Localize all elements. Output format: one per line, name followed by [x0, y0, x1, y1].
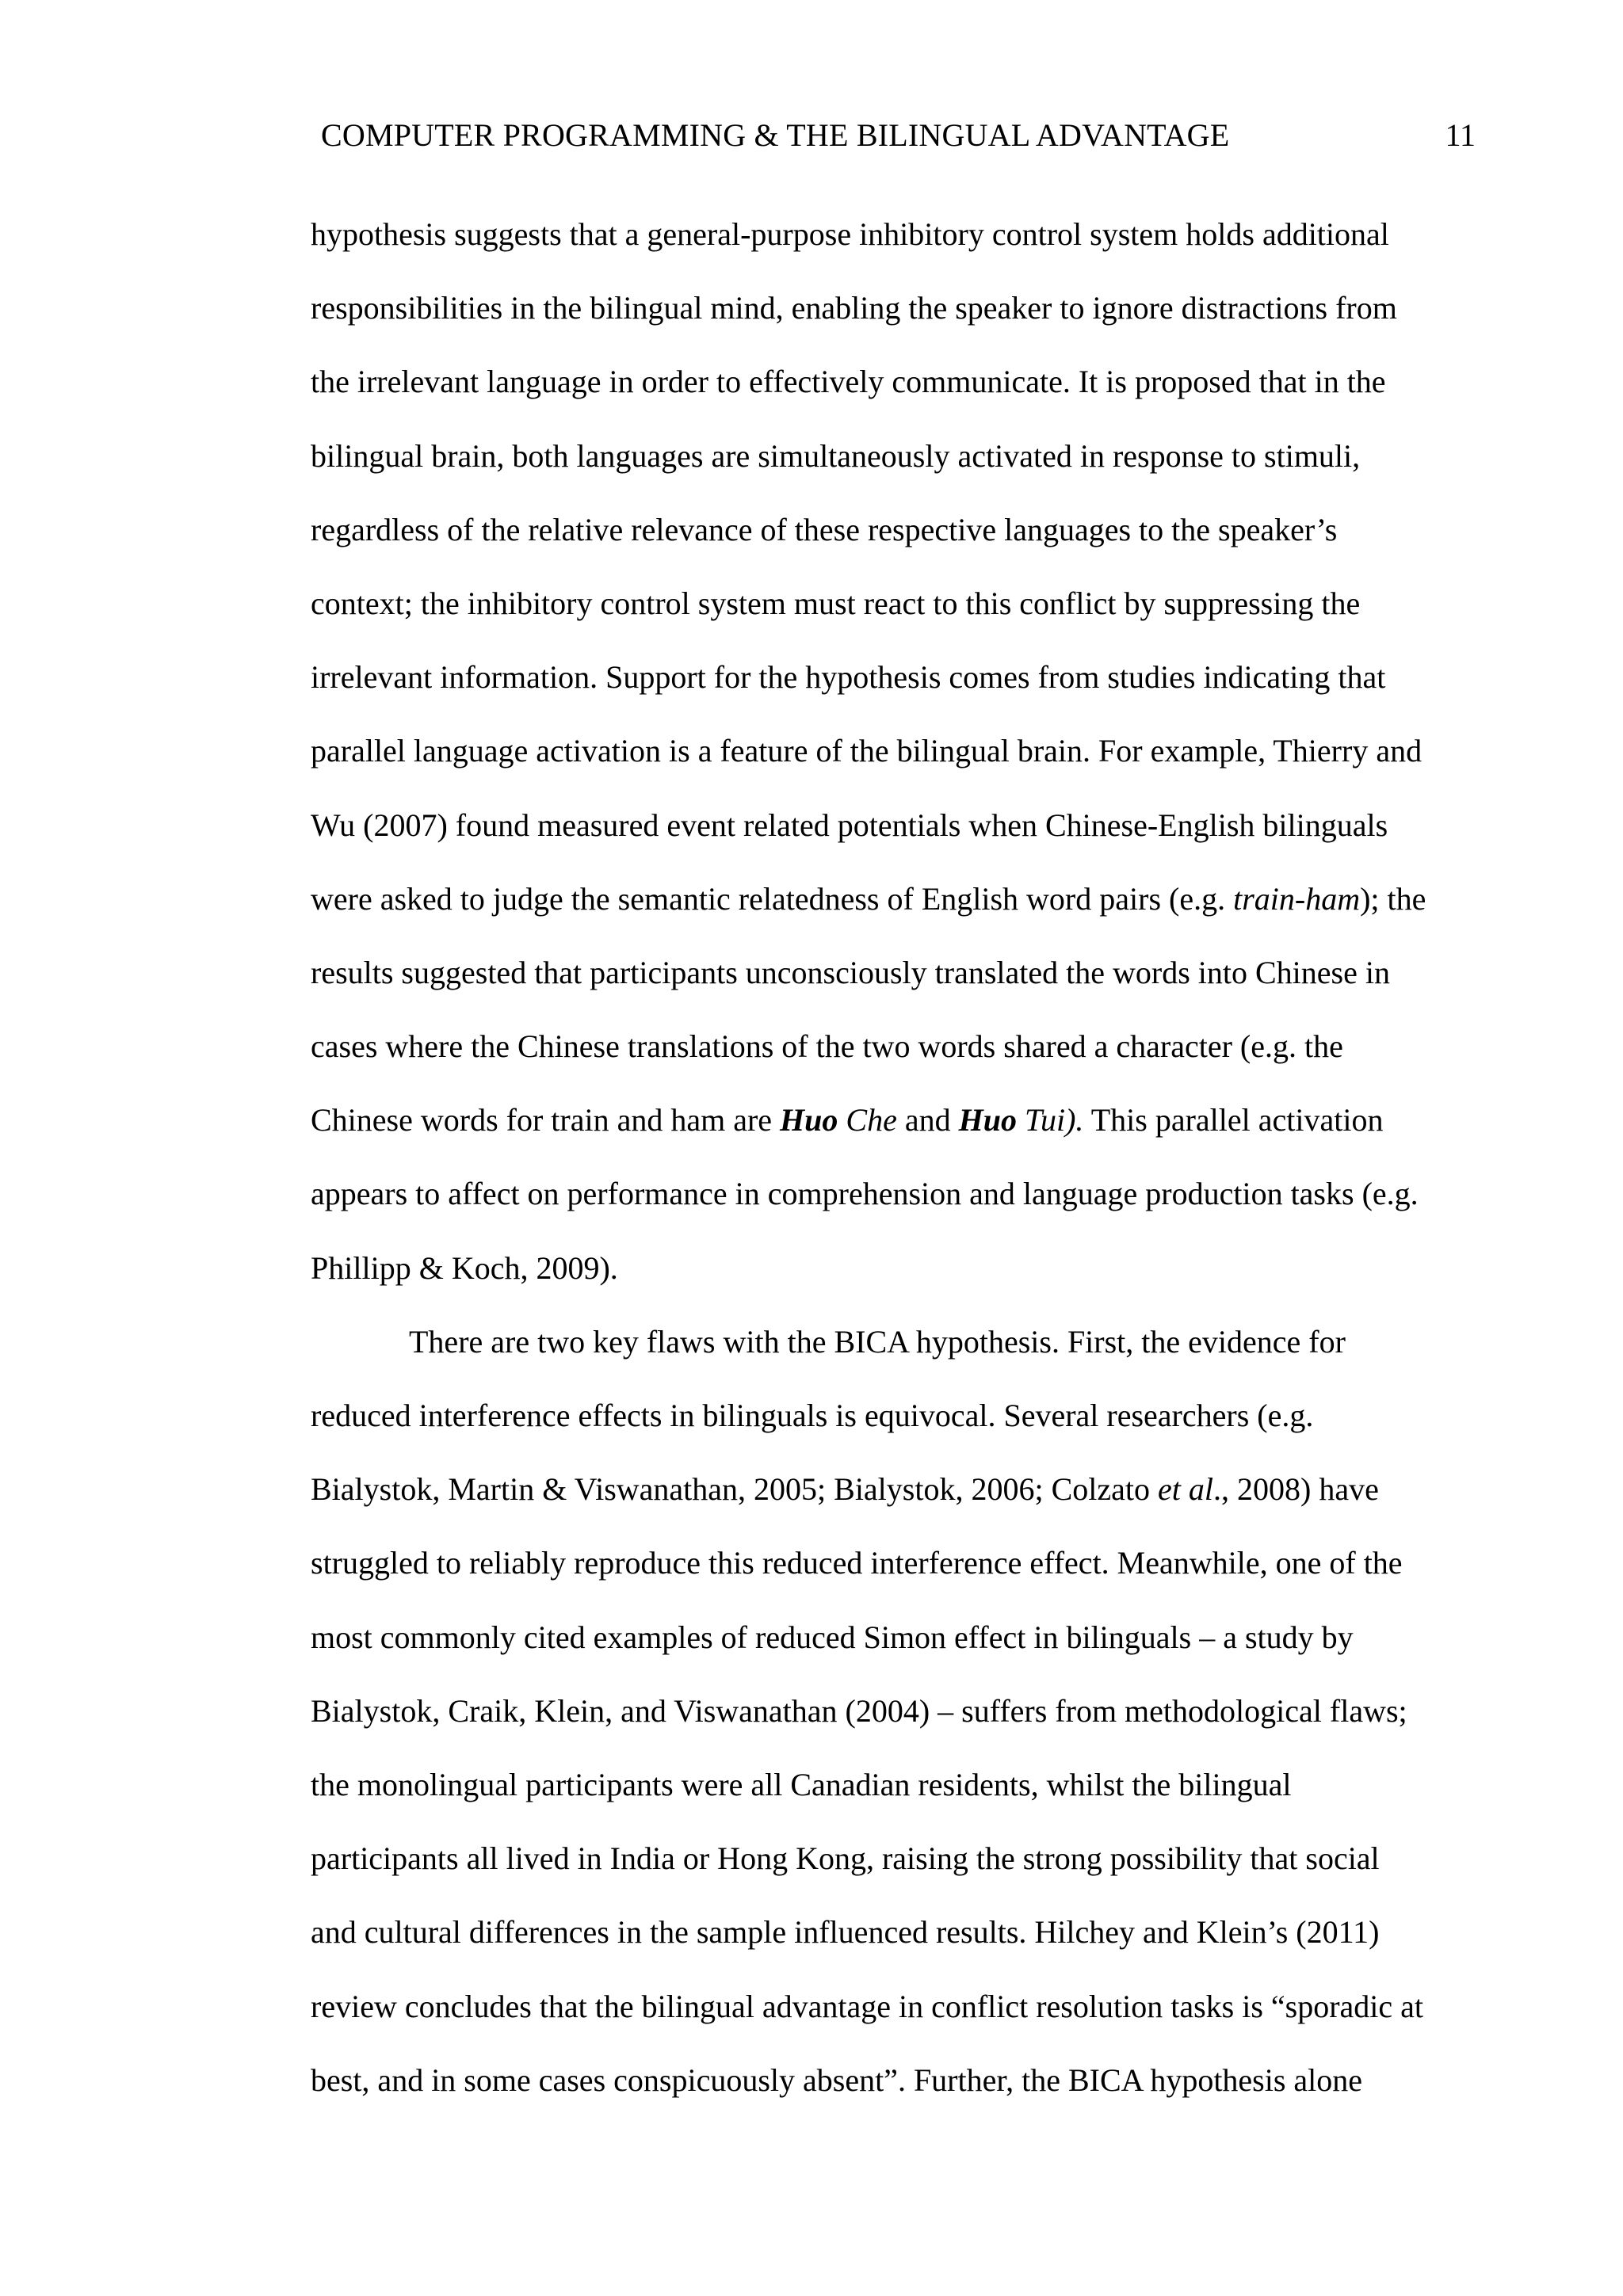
text-line: reduced interference effects in bilinguals is equivocal. Several researchers (e.g.	[311, 1398, 1314, 1433]
text-line	[311, 1467, 1499, 1541]
text-line: review concludes that the bilingual advantage in conflict resolution tasks is “sporadic at	[311, 1988, 1424, 2024]
text-line: Bialystok, Craik, Klein, and Viswanathan (2004) – suffers from methodological flaws;	[311, 1692, 1407, 1729]
text-line: best, and in some cases conspicuously absent”. Further, the BICA hypothesis alone	[311, 2061, 1363, 2098]
text-line: Wu (2007) found measured event related potentials when Chinese-English bilinguals	[311, 807, 1388, 843]
text-run: This parallel activation	[1083, 1102, 1384, 1138]
italic-term: train-ham	[1233, 880, 1361, 917]
page-number: 11	[1445, 117, 1476, 153]
text-line: participants all lived in India or Hong Kong, raising the strong possibility that social	[311, 1840, 1380, 1877]
text-run: were asked to judge the semantic relatedness of English word pairs (e.g.	[311, 880, 1234, 917]
text-line: bilingual brain, both languages are simultaneously activated in response to stimuli,	[311, 437, 1361, 474]
text-line: irrelevant information. Support for the hypothesis comes from studies indicating that	[311, 659, 1386, 696]
text-line	[311, 877, 1499, 951]
italic-term: Tui).	[1016, 1102, 1084, 1138]
italic-term: Che	[838, 1102, 897, 1138]
running-head: COMPUTER PROGRAMMING & THE BILINGUAL ADVANTAGE	[321, 117, 1230, 153]
text-line	[311, 1098, 1499, 1172]
italic-term: et al	[1158, 1471, 1213, 1508]
text-run: ); the	[1360, 880, 1426, 917]
text-line: results suggested that participants unconsciously translated the words into Chinese in	[311, 954, 1390, 990]
text-line: hypothesis suggests that a general-purpose inhibitory control system holds additional	[311, 216, 1389, 252]
text-line: most commonly cited examples of reduced Simon effect in bilinguals – a study by	[311, 1619, 1354, 1655]
text-line: Phillipp & Koch, 2009).	[311, 1249, 618, 1286]
bold-italic-term: Huo	[958, 1102, 1017, 1138]
bold-italic-term: Huo	[780, 1102, 838, 1138]
text-run: ., 2008) have	[1213, 1471, 1379, 1508]
text-line: responsibilities in the bilingual mind, enabling the speaker to ignore distractions from	[311, 290, 1397, 326]
body-text	[311, 212, 1499, 2132]
text-run: Chinese words for train and ham are	[311, 1102, 781, 1138]
text-run: Bialystok, Martin & Viswanathan, 2005; Bialystok, 2006; Colzato	[311, 1471, 1159, 1508]
text-line: struggled to reliably reproduce this reduced interference effect. Meanwhile, one of the	[311, 1545, 1403, 1581]
text-line: context; the inhibitory control system must react to this conflict by suppressing the	[311, 585, 1361, 621]
text-line: the irrelevant language in order to effectively communicate. It is proposed that in the	[311, 364, 1386, 400]
text-run: and	[896, 1102, 959, 1138]
text-line: appears to affect on performance in comprehension and language production tasks (e.g.	[311, 1176, 1419, 1212]
text-line: and cultural differences in the sample influenced results. Hilchey and Klein’s (2011)	[311, 1914, 1380, 1951]
text-line: parallel language activation is a feature of the bilingual brain. For example, Thierry and	[311, 733, 1423, 769]
text-line: cases where the Chinese translations of the two words shared a character (e.g. the	[311, 1028, 1343, 1065]
text-line: regardless of the relative relevance of these respective languages to the speaker’s	[311, 511, 1338, 547]
paragraph-first-line: There are two key flaws with the BICA hypothesis. First, the evidence for	[409, 1323, 1346, 1360]
text-line: the monolingual participants were all Canadian residents, whilst the bilingual	[311, 1766, 1292, 1802]
